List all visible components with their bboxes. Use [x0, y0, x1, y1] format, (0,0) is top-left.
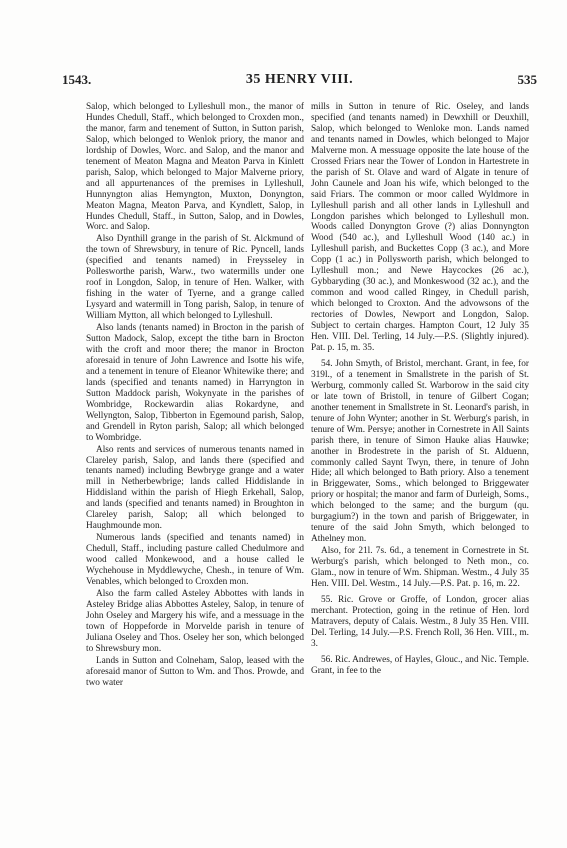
page-number: 535: [517, 72, 537, 87]
right-column: [311, 102, 529, 678]
entry-54: 54. John Smyth, of Bristol, merchant. Grant, in fee, for 319l., of a tenement in Smallstrete in the parish of St. Werburg, commonly called St. Warborow in the said city or late town of Bristoll, in tenure of Gilbert Cogan; another tenement in Smallstrete in St. Leonard's parish, in tenure of John Wynter; another in St. Werburg's parish, in tenure of Wm. Persye; another in Cornestrete in All Saints parish there, in tenure of Simon Hauke alias Hauwke; another in Brodestrete in the parish of St. Alduenn, commonly called Saynt Twyn, there, in tenure of John Hide; all which belonged to Bath priory. Also a tenement in Briggewater, Soms., which belonged to Briggewater priory or hospital; the manor and farm of Durleigh, Soms., which belonged to the same; and the burgum (qu. burgagium?) in the town and parish of Briggewater, in tenure of the said John Smyth, which belonged to Athelney mon.: [311, 358, 529, 545]
header-title: 35 HENRY VIII.: [245, 72, 354, 87]
paragraph: Also the farm called Asteley Abbottes with lands in Asteley Bridge alias Abbottes Asteley, Salop, in tenure of John Oseley and Margery his wife, and a messuage in the town of Hoppeforde in Morvelde parish in tenure of Juliana Oseley and Thos. Oseley her son, which belonged to Shrewsbury mon.: [86, 588, 304, 654]
page-header: [62, 72, 537, 92]
entry-55: 55. Ric. Grove or Groffe, of London, grocer alias merchant. Protection, going in the retinue of Hen. lord Matravers, deputy of Calais. Westm., 8 July 35 Hen. VIII. Del. Terling, 14 July.—P.S. French Roll, 36 Hen. VIII., m. 3.: [311, 594, 529, 649]
paragraph: Also lands (tenants named) in Brocton in the parish of Sutton Madock, Salop, except the tithe barn in Brocton with the croft and moor there; the manor in Brocton aforesaid in tenure of John Lawrence and Isotte his wife, and a tenement in tenure of Eleanor Whitewike there; and lands (specified and tenants named) in Harryngton in Sutton Maddock parish, Wokynyate in the parishes of Wombridge, Rockewardin alias Rokardyne, and Wellyngton, Salop, Tibberton in Egemound parish, Salop, and Grendell in Ryton parish, Salop; all which belonged to Wombridge.: [86, 323, 304, 443]
paragraph: Also rents and services of numerous tenants named in Clareley parish, Salop, and lands there (specified and tenants named) including Bewbryge grange and a water mill in Netherbewbrige; lands called Hiddislande in Hiddisland within the parish of Hiegh Erkehall, Salop, and lands (specified and tenants named) in Broughton in Clareley parish, Salop; all which belonged to Haughmounde mon.: [86, 444, 304, 532]
paragraph: Numerous lands (specified and tenants named) in Chedull, Staff., including pasture called Chedulmore and wood called Monkewood, and a house called le Wychehouse in Myddlewyche, Chesh., in tenure of Wm. Venables, which belonged to Croxden mon.: [86, 533, 304, 587]
paragraph: Also Dynthill grange in the parish of St. Alckmund of the town of Shrewsbury, in tenure of Ric. Pyncell, lands (specified and tenants named) in Freysseley in Pollesworthe parish, Warw., two watermills under one roof in Longdon, Salop, in tenure of Hen. Walker, with fishing in the water of Tyerne, and a grange called Lysyard and watermill in Tong parish, Salop, in tenure of William Mytton, all which belonged to Lylleshull.: [86, 234, 304, 322]
paragraph: Also, for 21l. 7s. 6d., a tenement in Cornestrete in St. Werburg's parish, which belonged to Neth mon., co. Glam., now in tenure of Wm. Shipman. Westm., 4 July 35 Hen. VIII. Del. Westm., 14 July.—P.S. Pat. p. 16, m. 22.: [311, 546, 529, 589]
paragraph: Salop, which belonged to Lylleshull mon., the manor of Hundes Chedull, Staff., which belonged to Croxden mon., the manor, farm and tenement of Sutton, in Sutton parish, Salop, which belonged to Wenlok priory, the manor and lordship of Dowles, Worc. and Salop, and the manor and tenement of Meaton Magna and Meaton Parva in Kinlett parish, Salop, which belonged to Major Malverne priory, and all appurtenances of the premises in Lylleshull, Hunnyngton alias Hemyngton, Muxton, Donyngton, Meaton Magna, Meaton Parva, and Kyndlett, Salop, in Hundes Chedull, Staff., in Sutton, Salop, and in Dowles, Worc. and Salop.: [86, 102, 304, 233]
entry-56: 56. Ric. Andrewes, of Hayles, Glouc., and Nic. Temple. Grant, in fee to the: [311, 654, 529, 676]
left-column: [86, 102, 304, 690]
paragraph: Lands in Sutton and Colneham, Salop, leased with the aforesaid manor of Sutton to Wm. and Thos. Prowde, and two water: [86, 655, 304, 688]
header-year: 1543.: [62, 72, 92, 87]
paragraph: mills in Sutton in tenure of Ric. Oseley, and lands specified (and tenants named) in Dewxhill or Deuxhill, Salop, which belonged to Wenloke mon. Lands named and tenants named in Dowles, which belonged to Major Malverne mon. A messuage opposite the late house of the Crossed Friars near the Tower of London in Hartestrete in the parish of St. Olave and ward of Algate in tenure of John Caunele and Joan his wife, which belonged to the said Friars. The common or moor called Wyldmore in Lylleshull parish and all other lands in Lylleshull and Longdon parishes which belonged to Lylleshull mon. Woods called Donyngton Grove (?) alias Donnyngton Wood (540 ac.), and Lylleshull Wood (140 ac.) in Lylleshull parish, and Buckettes Copp (3 ac.), and More Copp (1 ac.) in Pollysworth parish, which belonged to Lylleshull mon.; and Newe Haycockes (26 ac.), Gybbaryding (30 ac.), and Monkeswood (32 ac.), and the common and wood called Ringey, in Chedull parish, which belonged to Croxton. And the advowsons of the rectories of Dowles, Newport and Longdon, Salop. Subject to certain charges. Hampton Court, 12 July 35 Hen. VIII. Del. Terling, 14 July.—P.S. (Slightly injured). Pat. p. 15, m. 35.: [311, 102, 529, 353]
